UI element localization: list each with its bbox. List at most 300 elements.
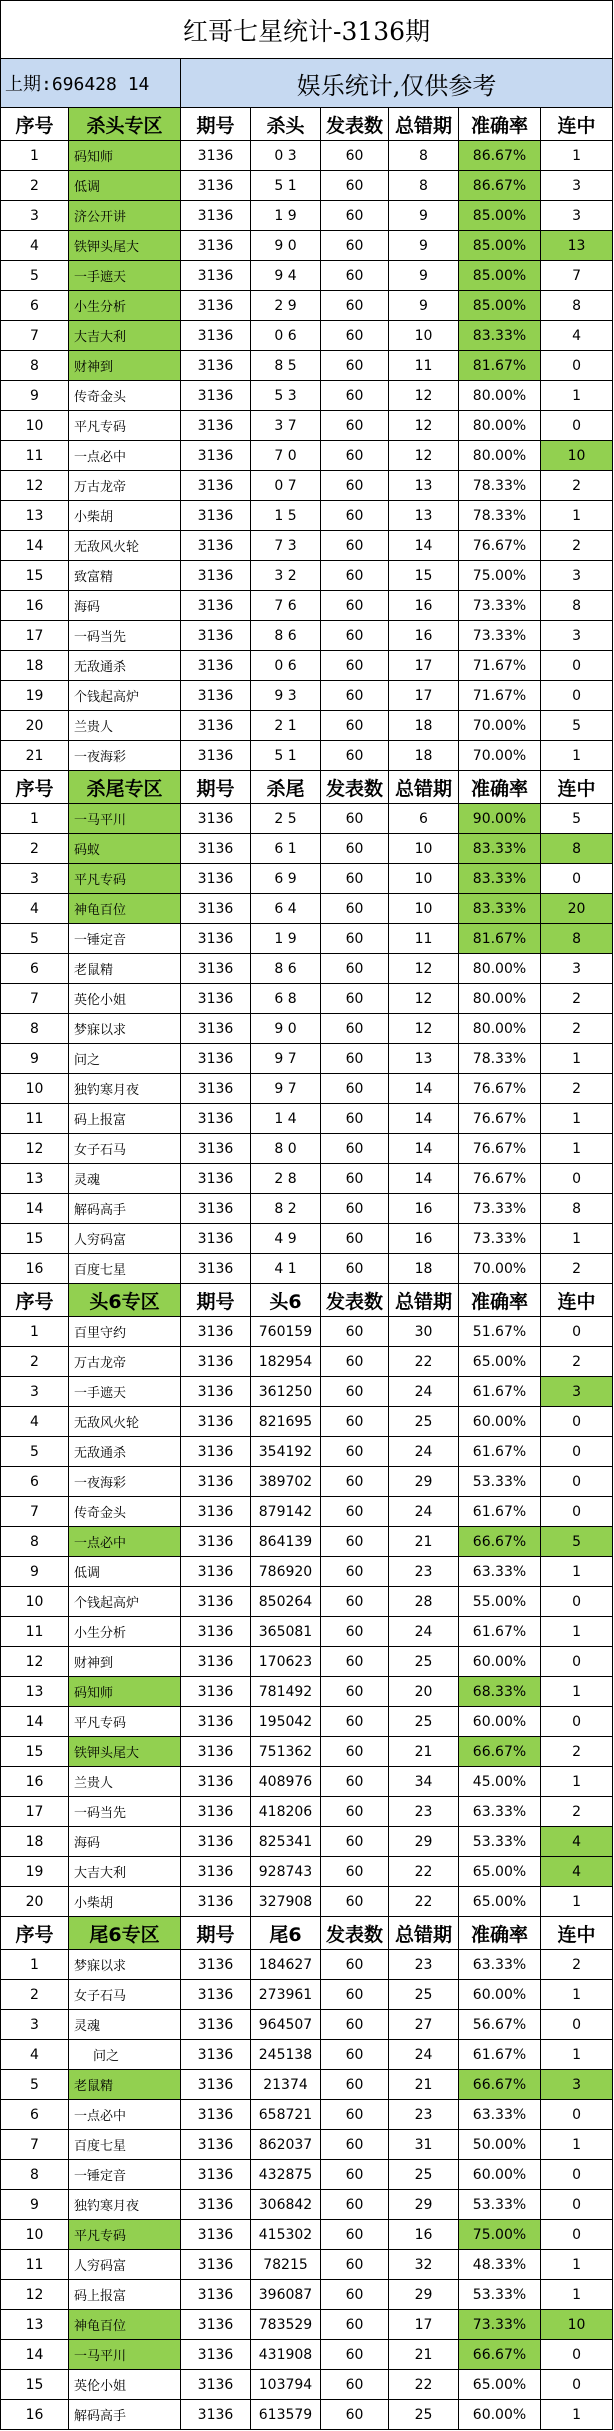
cell-expert-name: 一马平川 [69,2340,181,2370]
cell-prediction: 306842 [251,2190,321,2220]
cell-streak: 0 [541,1497,613,1527]
cell-streak: 0 [541,1647,613,1677]
cell-period: 3136 [181,561,251,591]
column-header-error-count: 总错期 [389,771,459,804]
cell-post-count: 60 [321,291,389,321]
cell-expert-name: 百里守约 [69,1317,181,1347]
cell-accuracy: 80.00% [459,381,541,411]
cell-period: 3136 [181,201,251,231]
cell-expert-name: 神龟百位 [69,2310,181,2340]
cell-streak: 2 [541,1950,613,1980]
cell-post-count: 60 [321,804,389,834]
cell-prediction: 6 9 [251,864,321,894]
cell-period: 3136 [181,1134,251,1164]
table-row [1,741,613,771]
cell-error-count: 31 [389,2130,459,2160]
cell-streak: 0 [541,2340,613,2370]
cell-accuracy: 60.00% [459,1707,541,1737]
cell-expert-name: 百度七星 [69,2130,181,2160]
cell-streak: 4 [541,1827,613,1857]
cell-accuracy: 53.33% [459,1467,541,1497]
cell-streak: 4 [541,321,613,351]
cell-period: 3136 [181,1737,251,1767]
cell-prediction: 1 4 [251,1104,321,1134]
cell-post-count: 60 [321,621,389,651]
cell-post-count: 60 [321,471,389,501]
cell-streak: 1 [541,141,613,171]
cell-prediction: 879142 [251,1497,321,1527]
cell-serial: 4 [1,894,69,924]
table-row [1,1647,613,1677]
table-row [1,591,613,621]
cell-prediction: 0 6 [251,651,321,681]
cell-serial: 14 [1,1194,69,1224]
cell-post-count: 60 [321,1317,389,1347]
cell-serial: 6 [1,2100,69,2130]
cell-error-count: 25 [389,1707,459,1737]
column-header-post-count: 发表数 [321,108,389,141]
cell-expert-name: 码知师 [69,1677,181,1707]
cell-streak: 0 [541,2370,613,2400]
cell-error-count: 12 [389,984,459,1014]
cell-expert-name: 人穷码富 [69,1224,181,1254]
cell-accuracy: 70.00% [459,741,541,771]
title-row [1,1,613,59]
cell-accuracy: 83.33% [459,321,541,351]
cell-post-count: 60 [321,261,389,291]
cell-error-count: 9 [389,231,459,261]
cell-period: 3136 [181,1677,251,1707]
cell-post-count: 60 [321,711,389,741]
table-row [1,894,613,924]
cell-accuracy: 63.33% [459,1557,541,1587]
cell-streak: 3 [541,621,613,651]
cell-error-count: 21 [389,2070,459,2100]
cell-prediction: 354192 [251,1437,321,1467]
cell-streak: 8 [541,924,613,954]
cell-serial: 12 [1,471,69,501]
column-header-period: 期号 [181,771,251,804]
cell-streak: 2 [541,1014,613,1044]
cell-serial: 5 [1,261,69,291]
cell-streak: 3 [541,201,613,231]
cell-prediction: 3 7 [251,411,321,441]
cell-prediction: 781492 [251,1677,321,1707]
cell-expert-name: 码蚁 [69,834,181,864]
cell-error-count: 18 [389,1254,459,1284]
cell-prediction: 273961 [251,1980,321,2010]
cell-post-count: 60 [321,2100,389,2130]
cell-error-count: 9 [389,291,459,321]
cell-streak: 1 [541,501,613,531]
table-row [1,1317,613,1347]
cell-accuracy: 65.00% [459,1857,541,1887]
table-row [1,2310,613,2340]
cell-error-count: 12 [389,381,459,411]
cell-serial: 1 [1,141,69,171]
column-header-accuracy: 准确率 [459,1284,541,1317]
cell-post-count: 60 [321,2370,389,2400]
cell-period: 3136 [181,834,251,864]
cell-streak: 3 [541,1377,613,1407]
table-row [1,1134,613,1164]
table-row [1,954,613,984]
cell-expert-name: 解码高手 [69,2400,181,2430]
cell-serial: 15 [1,1224,69,1254]
table-row [1,1980,613,2010]
cell-accuracy: 71.67% [459,651,541,681]
cell-streak: 4 [541,1857,613,1887]
cell-serial: 10 [1,1587,69,1617]
cell-period: 3136 [181,2400,251,2430]
cell-expert-name: 兰贵人 [69,711,181,741]
cell-streak: 0 [541,651,613,681]
cell-error-count: 34 [389,1767,459,1797]
cell-streak: 0 [541,864,613,894]
cell-prediction: 850264 [251,1587,321,1617]
cell-prediction: 5 1 [251,741,321,771]
cell-expert-name: 一手遮天 [69,1377,181,1407]
cell-serial: 16 [1,591,69,621]
column-header-expert-name: 杀尾专区 [69,771,181,804]
cell-post-count: 60 [321,741,389,771]
cell-error-count: 10 [389,894,459,924]
cell-error-count: 22 [389,2370,459,2400]
cell-prediction: 1 5 [251,501,321,531]
cell-serial: 3 [1,201,69,231]
cell-expert-name: 一夜海彩 [69,741,181,771]
table-row [1,1497,613,1527]
cell-prediction: 786920 [251,1557,321,1587]
cell-serial: 10 [1,1074,69,1104]
cell-accuracy: 90.00% [459,804,541,834]
cell-period: 3136 [181,864,251,894]
cell-accuracy: 63.33% [459,1797,541,1827]
cell-expert-name: 灵魂 [69,2010,181,2040]
cell-post-count: 60 [321,1797,389,1827]
cell-error-count: 17 [389,681,459,711]
cell-expert-name: 平凡专码 [69,2220,181,2250]
cell-error-count: 22 [389,1887,459,1917]
table-row [1,441,613,471]
cell-accuracy: 61.67% [459,1437,541,1467]
cell-serial: 9 [1,1557,69,1587]
cell-serial: 2 [1,1347,69,1377]
cell-accuracy: 76.67% [459,1164,541,1194]
cell-accuracy: 75.00% [459,2220,541,2250]
cell-period: 3136 [181,381,251,411]
table-row [1,321,613,351]
cell-accuracy: 53.33% [459,1827,541,1857]
table-row [1,201,613,231]
column-header-post-count: 发表数 [321,1284,389,1317]
cell-error-count: 11 [389,924,459,954]
cell-expert-name: 平凡专码 [69,864,181,894]
cell-prediction: 1 9 [251,201,321,231]
cell-prediction: 9 4 [251,261,321,291]
cell-post-count: 60 [321,1557,389,1587]
cell-accuracy: 60.00% [459,1407,541,1437]
cell-prediction: 2 1 [251,711,321,741]
cell-prediction: 6 1 [251,834,321,864]
cell-streak: 8 [541,591,613,621]
cell-streak: 0 [541,2220,613,2250]
cell-prediction: 9 7 [251,1044,321,1074]
column-header-prediction: 尾6 [251,1917,321,1950]
cell-prediction: 9 7 [251,1074,321,1104]
cell-serial: 18 [1,651,69,681]
table-row [1,864,613,894]
cell-streak: 5 [541,804,613,834]
cell-expert-name: 传奇金头 [69,381,181,411]
cell-expert-name: 独钓寒月夜 [69,2190,181,2220]
cell-post-count: 60 [321,1224,389,1254]
cell-expert-name: 女子石马 [69,1980,181,2010]
cell-post-count: 60 [321,171,389,201]
table-row [1,1224,613,1254]
cell-error-count: 25 [389,2400,459,2430]
table-row [1,1827,613,1857]
cell-accuracy: 55.00% [459,1587,541,1617]
cell-accuracy: 71.67% [459,681,541,711]
cell-serial: 11 [1,441,69,471]
cell-serial: 18 [1,1827,69,1857]
cell-prediction: 8 5 [251,351,321,381]
cell-post-count: 60 [321,1164,389,1194]
cell-period: 3136 [181,141,251,171]
cell-streak: 1 [541,2400,613,2430]
cell-prediction: 1 9 [251,924,321,954]
cell-accuracy: 60.00% [459,1647,541,1677]
cell-period: 3136 [181,291,251,321]
cell-expert-name: 码上报富 [69,1104,181,1134]
cell-accuracy: 60.00% [459,1980,541,2010]
cell-serial: 2 [1,1980,69,2010]
cell-serial: 11 [1,2250,69,2280]
column-header-accuracy: 准确率 [459,1917,541,1950]
cell-serial: 16 [1,1254,69,1284]
cell-post-count: 60 [321,1647,389,1677]
cell-expert-name: 问之 [69,1044,181,1074]
cell-accuracy: 66.67% [459,2340,541,2370]
cell-expert-name: 老鼠精 [69,2070,181,2100]
table-row [1,621,613,651]
cell-period: 3136 [181,1194,251,1224]
cell-period: 3136 [181,471,251,501]
cell-serial: 5 [1,924,69,954]
cell-period: 3136 [181,1377,251,1407]
cell-accuracy: 76.67% [459,1074,541,1104]
cell-post-count: 60 [321,2400,389,2430]
cell-error-count: 14 [389,1074,459,1104]
table-row [1,2250,613,2280]
cell-prediction: 5 1 [251,171,321,201]
cell-prediction: 245138 [251,2040,321,2070]
cell-expert-name: 神龟百位 [69,894,181,924]
cell-post-count: 60 [321,411,389,441]
cell-accuracy: 51.67% [459,1317,541,1347]
cell-expert-name: 海码 [69,591,181,621]
cell-accuracy: 73.33% [459,2310,541,2340]
cell-error-count: 25 [389,1647,459,1677]
cell-prediction: 9 0 [251,231,321,261]
column-header-prediction: 头6 [251,1284,321,1317]
cell-accuracy: 80.00% [459,411,541,441]
cell-period: 3136 [181,441,251,471]
cell-serial: 13 [1,1677,69,1707]
cell-error-count: 12 [389,1014,459,1044]
cell-expert-name: 问之 [69,2040,181,2070]
cell-serial: 16 [1,2400,69,2430]
cell-error-count: 20 [389,1677,459,1707]
cell-error-count: 24 [389,1497,459,1527]
cell-prediction: 928743 [251,1857,321,1887]
cell-post-count: 60 [321,1104,389,1134]
cell-expert-name: 一手遮天 [69,261,181,291]
cell-expert-name: 梦寐以求 [69,1014,181,1044]
cell-streak: 8 [541,291,613,321]
column-header-accuracy: 准确率 [459,771,541,804]
cell-period: 3136 [181,501,251,531]
table-row [1,1014,613,1044]
cell-accuracy: 73.33% [459,621,541,651]
cell-prediction: 418206 [251,1797,321,1827]
cell-period: 3136 [181,2010,251,2040]
table-row [1,1437,613,1467]
cell-post-count: 60 [321,2040,389,2070]
cell-streak: 0 [541,2010,613,2040]
table-row [1,1677,613,1707]
cell-prediction: 365081 [251,1617,321,1647]
cell-error-count: 17 [389,651,459,681]
cell-expert-name: 女子石马 [69,1134,181,1164]
cell-expert-name: 低调 [69,1557,181,1587]
cell-accuracy: 75.00% [459,561,541,591]
cell-streak: 0 [541,1437,613,1467]
table-row [1,804,613,834]
cell-post-count: 60 [321,2160,389,2190]
cell-serial: 6 [1,291,69,321]
cell-error-count: 24 [389,1617,459,1647]
column-header-streak: 连中 [541,771,613,804]
cell-serial: 15 [1,561,69,591]
cell-period: 3136 [181,651,251,681]
cell-post-count: 60 [321,531,389,561]
cell-streak: 1 [541,1104,613,1134]
cell-accuracy: 61.67% [459,1497,541,1527]
cell-post-count: 60 [321,834,389,864]
cell-serial: 9 [1,381,69,411]
cell-serial: 10 [1,411,69,441]
cell-post-count: 60 [321,2130,389,2160]
cell-expert-name: 个钱起高炉 [69,1587,181,1617]
column-header-prediction: 杀尾 [251,771,321,804]
cell-error-count: 10 [389,834,459,864]
cell-serial: 3 [1,1377,69,1407]
cell-post-count: 60 [321,864,389,894]
cell-streak: 5 [541,711,613,741]
cell-accuracy: 85.00% [459,261,541,291]
column-header-serial: 序号 [1,771,69,804]
cell-period: 3136 [181,804,251,834]
cell-streak: 1 [541,381,613,411]
cell-post-count: 60 [321,381,389,411]
cell-streak: 1 [541,2280,613,2310]
cell-error-count: 15 [389,561,459,591]
cell-accuracy: 85.00% [459,201,541,231]
column-header-expert-name: 杀头专区 [69,108,181,141]
table-row [1,1254,613,1284]
cell-streak: 8 [541,1194,613,1224]
cell-period: 3136 [181,1797,251,1827]
column-header-post-count: 发表数 [321,771,389,804]
column-header-serial: 序号 [1,108,69,141]
cell-prediction: 751362 [251,1737,321,1767]
cell-period: 3136 [181,1044,251,1074]
column-header-streak: 连中 [541,1284,613,1317]
cell-accuracy: 83.33% [459,894,541,924]
cell-post-count: 60 [321,561,389,591]
table-row [1,561,613,591]
column-header-error-count: 总错期 [389,1284,459,1317]
cell-streak: 1 [541,1617,613,1647]
cell-accuracy: 85.00% [459,291,541,321]
column-header-serial: 序号 [1,1284,69,1317]
cell-prediction: 408976 [251,1767,321,1797]
table-row [1,1857,613,1887]
cell-post-count: 60 [321,1467,389,1497]
cell-expert-name: 万古龙帝 [69,471,181,501]
cell-period: 3136 [181,1254,251,1284]
cell-post-count: 60 [321,2250,389,2280]
cell-accuracy: 65.00% [459,2370,541,2400]
cell-period: 3136 [181,2040,251,2070]
cell-streak: 0 [541,2100,613,2130]
cell-accuracy: 76.67% [459,1134,541,1164]
column-header-streak: 连中 [541,108,613,141]
cell-error-count: 21 [389,1737,459,1767]
table-row [1,2340,613,2370]
table-row [1,1557,613,1587]
cell-serial: 1 [1,1317,69,1347]
cell-period: 3136 [181,621,251,651]
cell-accuracy: 78.33% [459,1044,541,1074]
cell-error-count: 25 [389,2160,459,2190]
cell-accuracy: 61.67% [459,1617,541,1647]
cell-prediction: 4 1 [251,1254,321,1284]
table-row [1,1617,613,1647]
table-row [1,1797,613,1827]
cell-period: 3136 [181,1527,251,1557]
cell-serial: 14 [1,531,69,561]
cell-prediction: 389702 [251,1467,321,1497]
cell-error-count: 14 [389,531,459,561]
table-row [1,834,613,864]
cell-serial: 6 [1,1467,69,1497]
cell-prediction: 8 0 [251,1134,321,1164]
cell-post-count: 60 [321,1194,389,1224]
cell-expert-name: 百度七星 [69,1254,181,1284]
cell-error-count: 10 [389,321,459,351]
cell-serial: 12 [1,1134,69,1164]
cell-serial: 17 [1,621,69,651]
cell-error-count: 16 [389,2220,459,2250]
column-header-error-count: 总错期 [389,108,459,141]
cell-streak: 1 [541,2130,613,2160]
cell-expert-name: 小生分析 [69,291,181,321]
cell-error-count: 21 [389,2340,459,2370]
table-row [1,291,613,321]
